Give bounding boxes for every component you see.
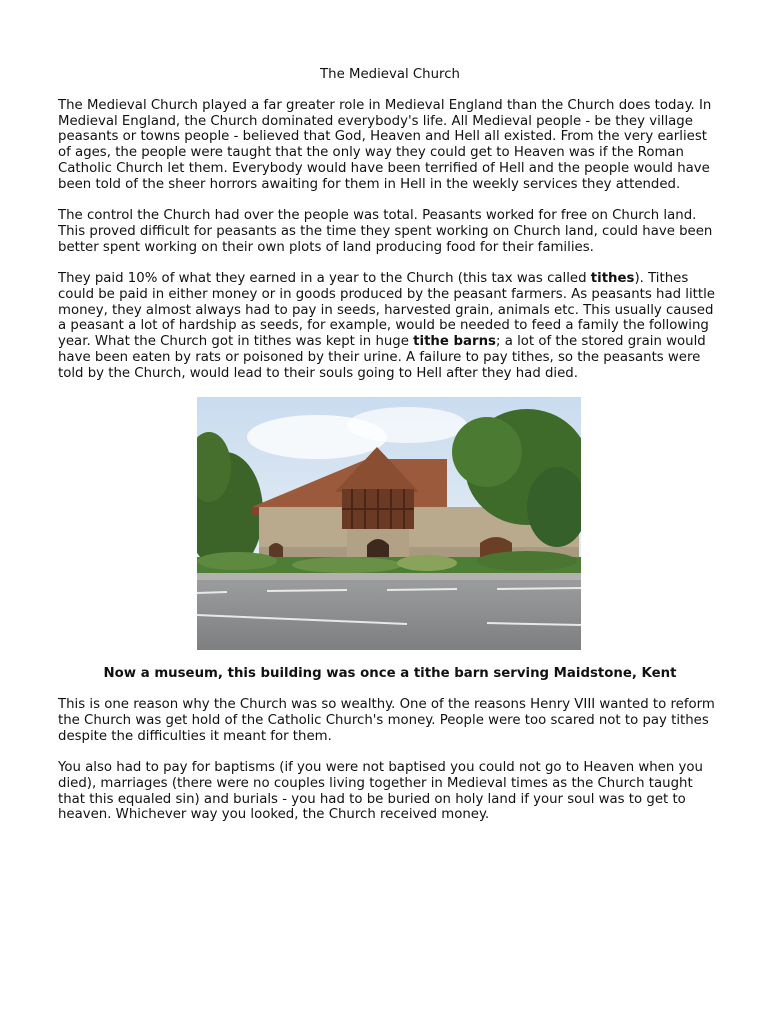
tithes-text-c: ). Tithes could be paid in either money or in goods produced by the peasant farmers. As peasants had little money, they almost always had to pay in seeds, harvested grain, animals etc. This usually caused a peasant a lot of hardship as seeds, for example, would be needed to feed a family the following year. What the Church got in tithes was kept in huge <box>58 271 715 350</box>
tithes-text-e: ; a lot of the stored grain would have been eaten by rats or poisoned by their urine. A failure to pay tithes, so the peasants were told by the Church, would lead to their souls going to Hell after they had died. <box>58 334 706 381</box>
paragraph-tithes <box>58 271 722 381</box>
tithe-barn-photo <box>197 397 581 650</box>
document-page <box>58 66 722 839</box>
paragraph-payments: You also had to pay for baptisms (if you were not baptised you could not go to Heaven when you died), marriages (there were no couples living together in Medieval times as the Church taught that this equaled sin) and burials - you had to be buried on holy land if your soul was to get to heaven. Whichever way you looked, the Church received money. <box>58 760 703 823</box>
document-title: The Medieval Church <box>320 67 460 82</box>
paragraph-control: The control the Church had over the people was total. Peasants worked for free on Church land. This proved difficult for peasants as the time they spent working on Church land, could have been better spent working on their own plots of land producing food for their families. <box>58 208 713 255</box>
tithes-bold-term: tithes <box>590 271 635 287</box>
paragraph-intro: The Medieval Church played a far greater role in Medieval England than the Church does today. In Medieval England, the Church dominated everybody's life. All Medieval people - be they village peasants or towns people - believed that God, Heaven and Hell all existed. From the very earliest of ages, the people were taught that the only way they could get to Heaven was if the Roman Catholic Church let them. Everybody would have been terrified of Hell and the people would have been told of the sheer horrors awaiting for them in Hell in the weekly services they attended. <box>58 98 712 192</box>
photo-caption: Now a museum, this building was once a tithe barn serving Maidstone, Kent <box>103 666 677 682</box>
tithes-text-a: They paid 10% of what they earned in a year to the Church (this tax was called <box>58 271 591 287</box>
paragraph-wealth: This is one reason why the Church was so wealthy. One of the reasons Henry VIII wanted to reform the Church was get hold of the Catholic Church's money. People were too scared not to pay tithes despite the difficulties it meant for them. <box>58 697 715 744</box>
tithe-barns-bold-term: tithe barns <box>413 334 496 350</box>
